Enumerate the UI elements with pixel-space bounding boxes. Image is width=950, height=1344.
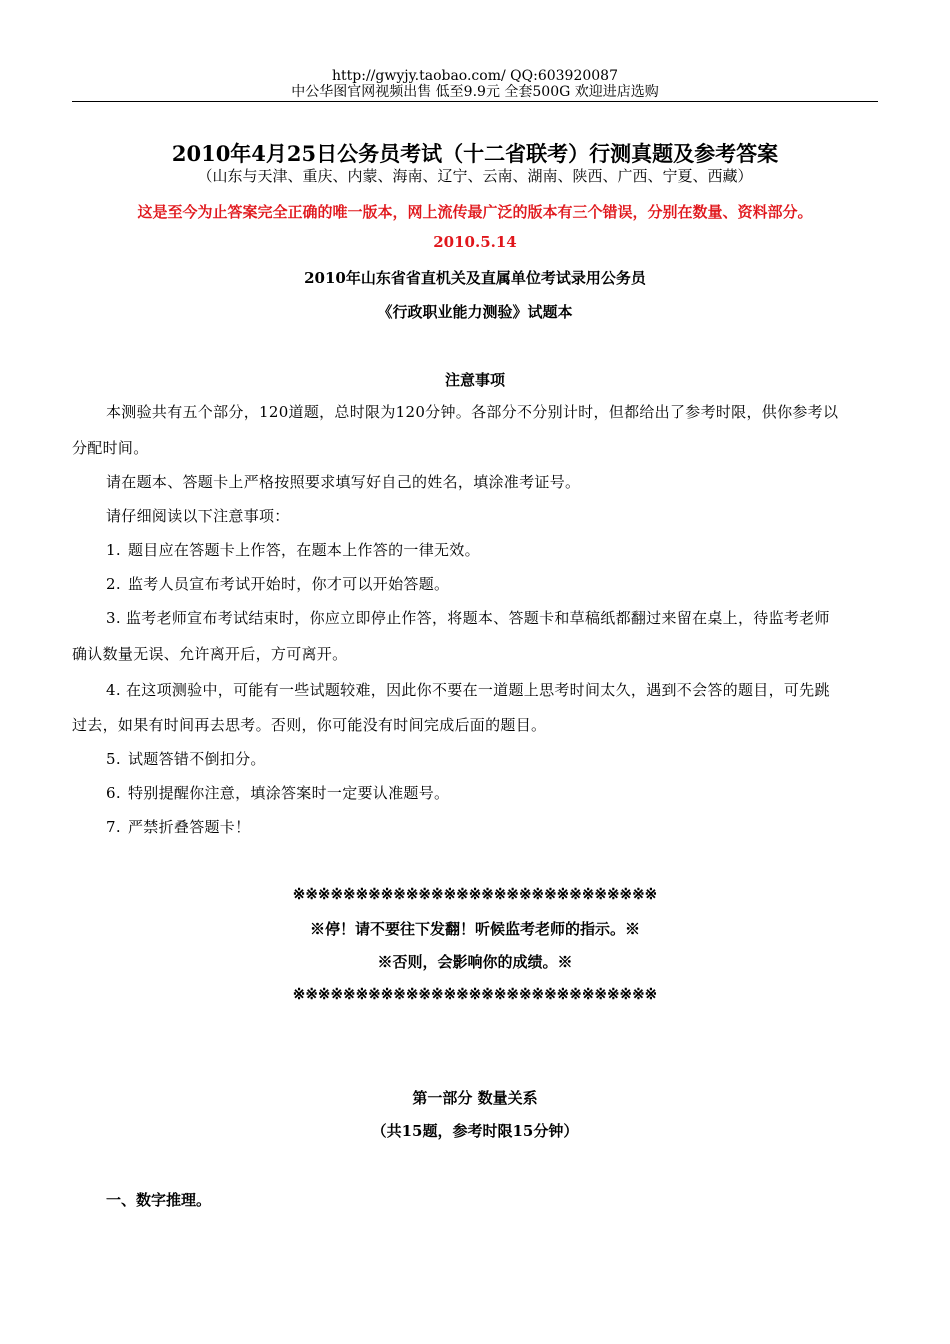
part-subtitle: （共15题，参考时限15分钟） xyxy=(371,1122,579,1140)
list-item-3-line-1: 3. 监考老师宣布考试结束时，你应立即停止作答，将题本、答题卡和草稿纸都翻过来留在桌上，待监考老师 xyxy=(106,609,830,627)
header-url-line: http://gwyjy.taobao.com/ QQ:603920087 xyxy=(332,68,618,84)
list-number: 6. xyxy=(106,784,121,802)
fill-instruction: 请在题本、答题卡上严格按照要求填写好自己的姓名，填涂准考证号。 xyxy=(106,473,581,491)
province-list: （山东与天津、重庆、内蒙、海南、辽宁、云南、湖南、陕西、广西、宁夏、西藏） xyxy=(197,167,753,185)
date-line: 2010.5.14 xyxy=(433,233,517,251)
score-warning: ※否则，会影响你的成绩。※ xyxy=(377,953,573,971)
list-item: 5. 试题答错不倒扣分。 xyxy=(106,750,266,768)
list-item-4-line-1: 4. 在这项测验中，可能有一些试题较难，因此你不要在一道题上思考时间太久，遇到不会答的题目，可先跳 xyxy=(106,681,830,699)
list-number: 5. xyxy=(106,750,121,768)
list-item-4-line-2: 过去，如果有时间再去思考。否则，你可能没有时间完成后面的题目。 xyxy=(72,716,547,734)
stop-instruction: ※停！请不要往下发翻！听候监考老师的指示。※ xyxy=(309,920,640,938)
stars-divider-top: ※※※※※※※※※※※※※※※※※※※※※※※※※※※※※ xyxy=(292,885,658,903)
document-title: 2010年4月25日公务员考试（十二省联考）行测真题及参考答案 xyxy=(171,141,779,166)
section-title: 一、数字推理。 xyxy=(106,1191,212,1209)
intro-line-2: 分配时间。 xyxy=(72,439,149,457)
list-item-3-line-2: 确认数量无误、允许离开后，方可离开。 xyxy=(72,645,348,663)
stars-divider-bottom: ※※※※※※※※※※※※※※※※※※※※※※※※※※※※※ xyxy=(292,985,658,1003)
header-rule xyxy=(72,101,878,102)
list-item: 6. 特别提醒你注意，填涂答案时一定要认准题号。 xyxy=(106,784,450,802)
notes-heading: 注意事项 xyxy=(444,371,505,389)
list-number: 7. xyxy=(106,818,121,836)
exam-title: 2010年山东省省直机关及直属单位考试录用公务员 xyxy=(304,269,646,287)
list-number: 2. xyxy=(106,575,121,593)
read-instruction: 请仔细阅读以下注意事项： xyxy=(106,507,290,525)
list-item: 2. 监考人员宣布考试开始时，你才可以开始答题。 xyxy=(106,575,450,593)
booklet-title: 《行政职业能力测验》试题本 xyxy=(377,303,573,321)
header-ad-line: 中公华图官网视频出售 低至9.9元 全套500G 欢迎进店选购 xyxy=(291,84,659,100)
list-number: 1. xyxy=(106,541,121,559)
intro-line-1: 本测验共有五个部分，120道题，总时限为120分钟。各部分不分别计时，但都给出了参考时限，供你参考以 xyxy=(106,403,839,421)
list-item: 1. 题目应在答题卡上作答，在题本上作答的一律无效。 xyxy=(106,541,480,559)
part-title: 第一部分 数量关系 xyxy=(412,1089,538,1107)
list-item: 7. 严禁折叠答题卡！ xyxy=(106,818,251,836)
accuracy-notice: 这是至今为止答案完全正确的唯一版本，网上流传最广泛的版本有三个错误，分别在数量、资料部分。 xyxy=(137,203,813,221)
